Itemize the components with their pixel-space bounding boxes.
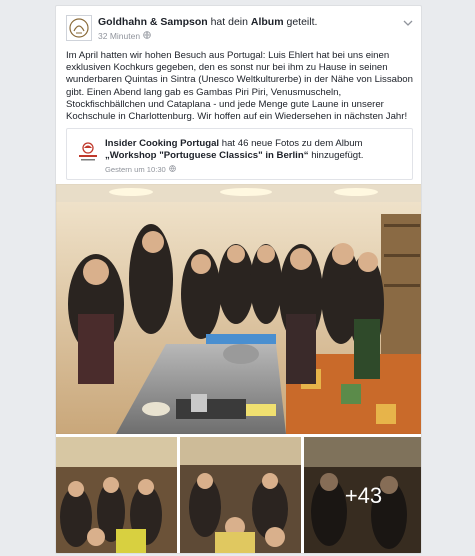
thumbnail-photo-3[interactable] bbox=[304, 437, 422, 554]
post-header bbox=[66, 15, 411, 47]
post-body: Im April hatten wir hohen Besuch aus Portugal: Luis Ehlert hat bei uns einen exklusiven Kochkurs gegeben, den es sonst nur bei ihm zu Hause in seinen wunderbaren Quintas in Sintra (Unesco Weltkulturerbe) in der Nähe von Lissabon gibt. Einen Abend lang gab es Gambas Piri Piri, Venusmuscheln, Stockfischbällchen und Cataplana - und jede Menge gute Laune in unserer Kochschule in Charlottenburg. Wir hoffen auf ein Wiedersehen in nächsten Jahr! bbox=[66, 50, 413, 123]
main-photo[interactable] bbox=[56, 184, 422, 434]
shared-text-end: hinzugefügt. bbox=[311, 150, 364, 162]
album-link[interactable]: Album bbox=[250, 16, 284, 28]
shared-text-mid: hat 46 neue Fotos zu dem Album bbox=[221, 138, 363, 149]
insider-cooking-logo-icon[interactable] bbox=[74, 138, 102, 166]
kitchen-group-photo bbox=[56, 184, 422, 434]
action-text: hat dein bbox=[210, 16, 248, 28]
photo-thumbnails bbox=[56, 437, 422, 554]
chevron-down-icon[interactable] bbox=[403, 18, 413, 28]
thumbnail-photo-1[interactable] bbox=[56, 437, 177, 554]
action-suffix: geteilt. bbox=[286, 16, 318, 28]
shared-page-link[interactable]: Insider Cooking Portugal bbox=[105, 138, 220, 149]
thumbnail-image-2 bbox=[180, 437, 301, 554]
thumbnail-image-1 bbox=[56, 437, 177, 554]
more-photos-count: +43 bbox=[344, 483, 383, 508]
page-name-link[interactable]: Goldhahn & Sampson bbox=[98, 16, 208, 28]
goldhahn-logo-icon bbox=[68, 17, 90, 39]
globe-icon bbox=[169, 165, 176, 174]
post-meta bbox=[98, 31, 151, 41]
shared-album-text bbox=[105, 138, 405, 163]
feed-post bbox=[55, 5, 422, 554]
shared-album-card[interactable] bbox=[66, 128, 413, 180]
shared-album-title-link[interactable]: „Workshop "Portuguese Classics" in Berlin“ bbox=[105, 150, 309, 162]
page-avatar[interactable] bbox=[66, 15, 92, 41]
shared-timestamp[interactable]: Gestern um 10:30 bbox=[105, 165, 166, 174]
thumbnail-photo-2[interactable] bbox=[180, 437, 301, 554]
post-timestamp[interactable]: 32 Minuten bbox=[98, 31, 141, 41]
post-header-text bbox=[98, 15, 317, 29]
shared-meta bbox=[105, 165, 176, 174]
more-photos-overlay[interactable] bbox=[304, 437, 422, 554]
globe-icon bbox=[143, 31, 151, 41]
